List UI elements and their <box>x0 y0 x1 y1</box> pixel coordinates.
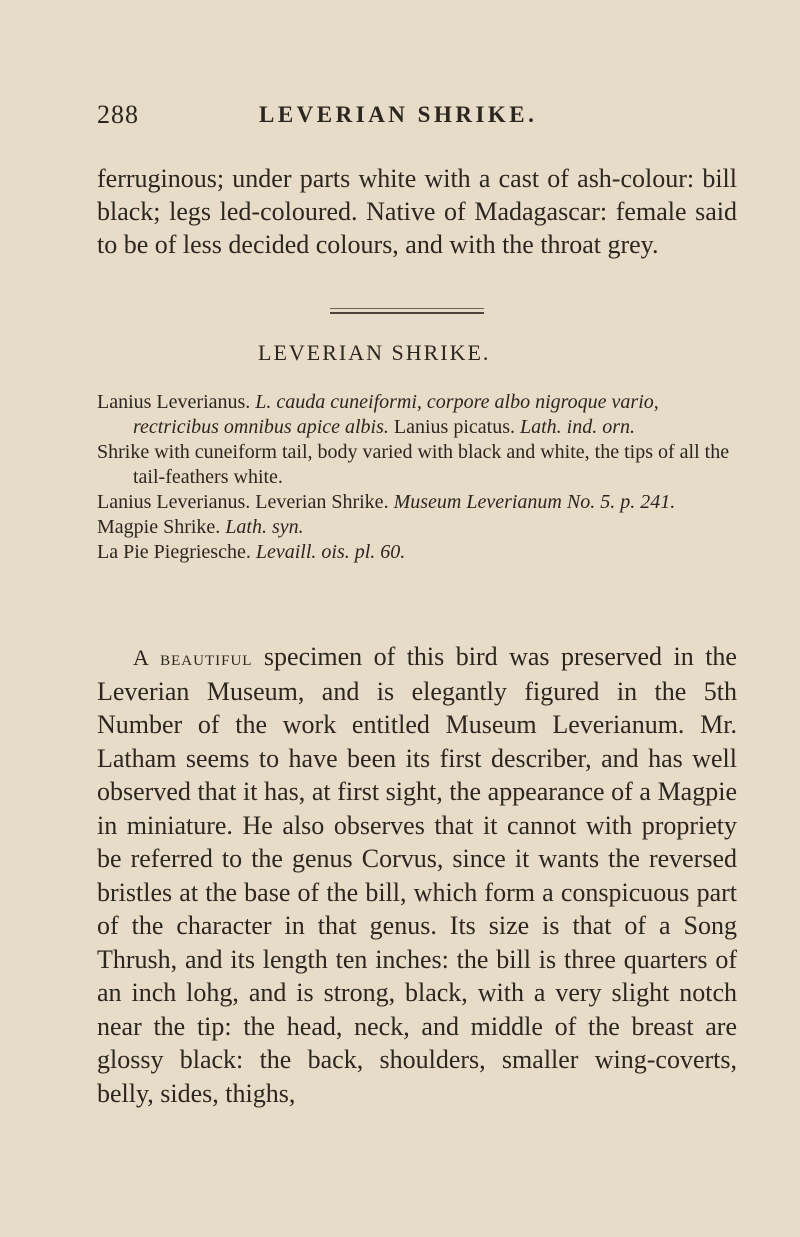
section-title: LEVERIAN SHRIKE. <box>258 340 491 365</box>
synonymy-entry: La Pie Piegriesche. Levaill. ois. pl. 60. <box>97 541 406 563</box>
page-header <box>97 100 737 140</box>
intro-paragraph: ferruginous; under parts white with a cast of ash-colour: bill black; legs led-coloured. Native of Madagascar: female said to be of less decided colours, and with the throat grey. <box>97 164 737 259</box>
page-number: 288 <box>97 100 139 129</box>
running-head: LEVERIAN SHRIKE. <box>259 102 538 127</box>
synonymy-entry: Shrike with cuneiform tail, body varied with black and white, the tips of all the tail-feathers white. <box>97 441 730 488</box>
main-paragraph <box>97 640 737 1110</box>
synonymy-entry: Magpie Shrike. Lath. syn. <box>97 516 304 538</box>
section-divider <box>330 308 484 314</box>
paragraph-text: specimen of this bird was preserved in the Leverian Museum, and is elegantly figured in the 5th Number of the work entitled Museum Leverianum. Mr. Latham seems to have been its first describer, and has well observed that it has, at first sight, the appearance of a Magpie in miniature. He also observes that it cannot with propriety be referred to the genus Corvus, since it wants the reversed bristles at the base of the bill, which form a conspicuous part of the character in that genus. Its size is that of a Song Thrush, and its length ten inches: the bill is three quarters of an inch lohg, and is strong, black, with a very slight notch near the tip: the head, neck, and middle of the breast are glossy black: the back, shoulders, smaller wing-coverts, belly, sides, thighs, <box>97 642 737 1108</box>
opening-small-caps: A beautiful <box>133 645 253 670</box>
synonymy-list <box>97 390 737 565</box>
synonymy-entry: Lanius Leverianus. L. cauda cuneiformi, corpore albo nigroque vario, rectricibus omnibus apice albis. Lanius picatus. Lath. ind. orn. <box>97 391 659 438</box>
synonymy-entry: Lanius Leverianus. Leverian Shrike. Museum Leverianum No. 5. p. 241. <box>97 491 676 513</box>
